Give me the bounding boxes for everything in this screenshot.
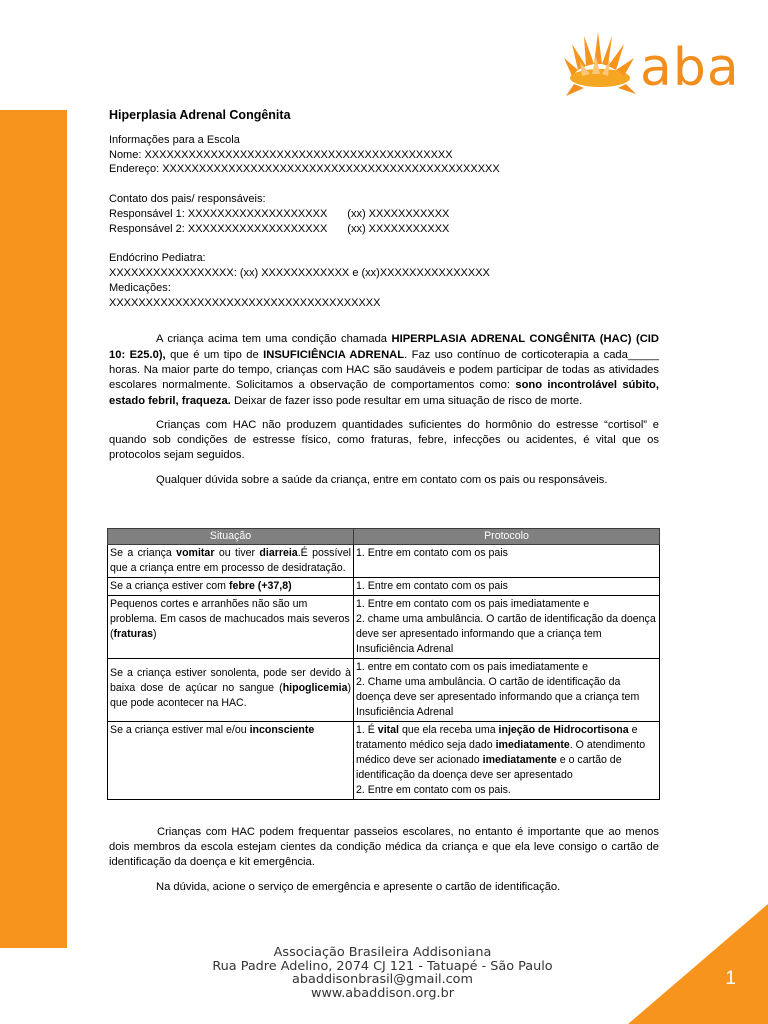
column-header-situation: Situação bbox=[108, 529, 354, 545]
protocol-cell: 1. Entre em contato com os pais imediatamente e 2. chame uma ambulância. O cartão de identificação da doença deve ser apresentado informando que a criança tem Insuficiência Adrenal bbox=[354, 596, 660, 659]
situation-cell: Se a criança vomitar ou tiver diarreia.É possível que a criança entre em processo de desidratação. bbox=[108, 545, 354, 578]
logo-text: aba bbox=[640, 38, 740, 98]
situation-cell: Se a criança estiver sonolenta, pode ser devido à baixa dose de açúcar no sangue (hipoglicemia) que pode acontecer na HAC. bbox=[108, 659, 354, 722]
situation-cell: Se a criança estiver com febre (+37,8) bbox=[108, 578, 354, 596]
guardian-2-phone: (xx) XXXXXXXXXXX bbox=[347, 222, 450, 235]
intro-paragraph: A criança acima tem uma condição chamada HIPERPLASIA ADRENAL CONGÊNITA (HAC) (CID 10: E25.0), que é um tipo de INSUFICIÊNCIA ADRENAL. Faz uso contínuo de corticoterapia a cada_____ horas. Na maior parte do tempo, crianças com HAC são saudáveis e podem participar de todas as atividades escolares normalmente. Solicitamos a observação de comportamentos como: sono incontrolável súbito, estado febril, fraqueza. Deixar de fazer isso pode resultar em uma situação de risco de morte. bbox=[109, 333, 660, 407]
table-row bbox=[108, 578, 660, 596]
protocol-cell: 1. entre em contato com os pais imediatamente e 2. Chame uma ambulância. O cartão de identificação da doença deve ser apresentado informando que a criança tem Insuficiência Adrenal bbox=[354, 659, 660, 722]
medications-heading: Medicações: bbox=[109, 281, 171, 294]
situation-cell: Se a criança estiver mal e/ou inconsciente bbox=[108, 722, 354, 800]
table-row bbox=[108, 659, 660, 722]
table-header-row bbox=[108, 529, 660, 545]
footer-address: Rua Padre Adelino, 2074 CJ 121 - Tatuapé - São Paulo bbox=[212, 958, 553, 974]
guardian-1-phone: (xx) XXXXXXXXXXX bbox=[347, 207, 450, 220]
protocol-cell: 1. Entre em contato com os pais bbox=[354, 578, 660, 596]
table-row bbox=[108, 596, 660, 659]
contact-paragraph: Qualquer dúvida sobre a saúde da criança, entre em contato com os pais ou responsáveis. bbox=[156, 473, 608, 486]
corner-triangle bbox=[628, 904, 768, 1024]
table-row bbox=[108, 722, 660, 800]
doctor-line: XXXXXXXXXXXXXXXXX: (xx) XXXXXXXXXXXX e (xx)XXXXXXXXXXXXXXX bbox=[109, 266, 490, 279]
school-info-heading: Informações para a Escola bbox=[109, 133, 240, 146]
student-address-line: Endereço: XXXXXXXXXXXXXXXXXXXXXXXXXXXXXXXXXXXXXXXXXXXXXX bbox=[109, 163, 500, 176]
cortisol-paragraph: Crianças com HAC não produzem quantidades suficientes do hormônio do estresse “cortisol” e quando sob condições de estresse físico, como fraturas, febre, infecções ou acidentes, é vital que os protocolos sejam seguidos. bbox=[109, 418, 659, 462]
contacts-heading: Contato dos pais/ responsáveis: bbox=[109, 192, 266, 205]
footer-email[interactable]: abaddisonbrasil@gmail.com bbox=[292, 972, 473, 987]
closing-paragraph-2: Na dúvida, acione o serviço de emergência e apresente o cartão de identificação. bbox=[156, 881, 561, 893]
document-body bbox=[109, 108, 659, 488]
document-title: Hiperplasia Adrenal Congênita bbox=[109, 108, 291, 122]
guardian-2-line bbox=[109, 222, 659, 237]
guardian-1-name: Responsável 1: XXXXXXXXXXXXXXXXXXX bbox=[109, 207, 328, 220]
medications-line: XXXXXXXXXXXXXXXXXXXXXXXXXXXXXXXXXXXXX bbox=[109, 296, 381, 309]
protocol-cell: 1. É vital que ela receba uma injeção de Hidrocortisona e tratamento médico seja dado imediatamente. O atendimento médico deve ser acionado imediatamente e o cartão de identificação da doença deve ser apresentado 2. Entre em contato com os pais. bbox=[354, 722, 660, 800]
table-row bbox=[108, 545, 660, 578]
situation-cell: Pequenos cortes e arranhões não são um problema. Em casos de machucados mais severos (fraturas) bbox=[108, 596, 354, 659]
footer-website[interactable]: www.abaddison.org.br bbox=[310, 985, 454, 1001]
protocol-cell: 1. Entre em contato com os pais bbox=[354, 545, 660, 578]
student-name-line: Nome: XXXXXXXXXXXXXXXXXXXXXXXXXXXXXXXXXXXXXXXXXX bbox=[109, 148, 453, 161]
doctor-heading: Endócrino Pediatra: bbox=[109, 252, 206, 265]
protocol-table bbox=[107, 528, 660, 800]
left-accent-bar bbox=[0, 110, 67, 948]
guardian-2-name: Responsável 2: XXXXXXXXXXXXXXXXXXX bbox=[109, 222, 328, 235]
column-header-protocol: Protocolo bbox=[354, 529, 660, 545]
footer bbox=[200, 946, 565, 1000]
page-number: 1 bbox=[725, 968, 736, 989]
closing-paragraph-1: Crianças com HAC podem frequentar passeios escolares, no entanto é importante que ao menos dois membros da escola estejam cientes da condição médica da criança e que ela leve consigo o cartão de identificação da doença e kit emergência. bbox=[109, 826, 659, 868]
guardian-1-line bbox=[109, 207, 659, 222]
footer-org: Associação Brasileira Addisoniana bbox=[273, 945, 492, 960]
